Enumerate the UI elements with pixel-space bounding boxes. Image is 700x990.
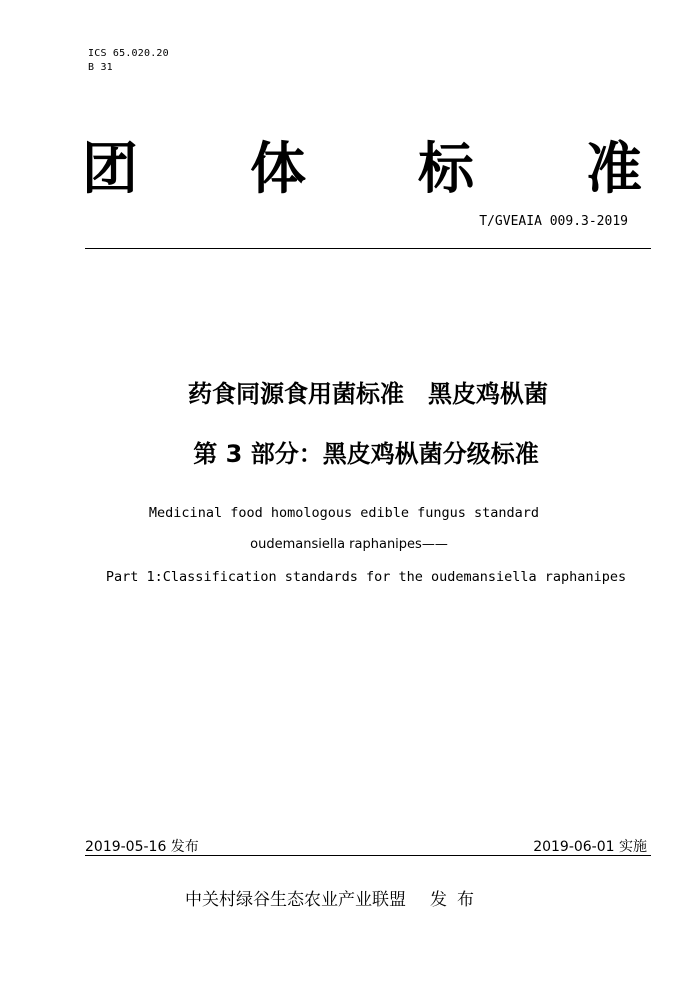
title-char-4: 准 — [586, 137, 642, 202]
title-char-1: 团 — [82, 137, 138, 202]
chinese-title-line-1 — [18, 374, 700, 409]
english-title-line-3: Part 1:Classification standards for the oudemansiella raphanipes — [105, 569, 627, 585]
english-title-line-1: Medicinal food homologous edible fungus standard — [148, 505, 540, 521]
standard-number: T/GVEAIA 009.3-2019 — [479, 214, 628, 229]
publish-date: 2019-05-16 发布 — [85, 839, 199, 855]
title-char-2: 体 — [250, 137, 306, 202]
implement-date: 2019-06-01 实施 — [533, 839, 647, 855]
publisher-name: 中关村绿谷生态农业产业联盟 — [185, 890, 406, 910]
ccs-code: B 31 — [88, 62, 113, 73]
chinese-title-main: 药食同源食用菌标准 — [188, 380, 404, 408]
bottom-divider — [85, 855, 651, 856]
publisher-action: 发布 — [430, 890, 484, 910]
top-divider — [85, 248, 651, 249]
chinese-title-subject: 黑皮鸡枞菌 — [428, 380, 548, 408]
document-type-title — [82, 135, 642, 205]
english-title-line-2: oudemansiella raphanipes—— — [250, 537, 448, 552]
publisher-line — [185, 885, 484, 910]
chinese-title-line-2: 第 3 部分：黑皮鸡枞菌分级标准 — [193, 440, 539, 468]
ics-code: ICS 65.020.20 — [88, 48, 169, 59]
title-char-3: 标 — [418, 137, 474, 202]
